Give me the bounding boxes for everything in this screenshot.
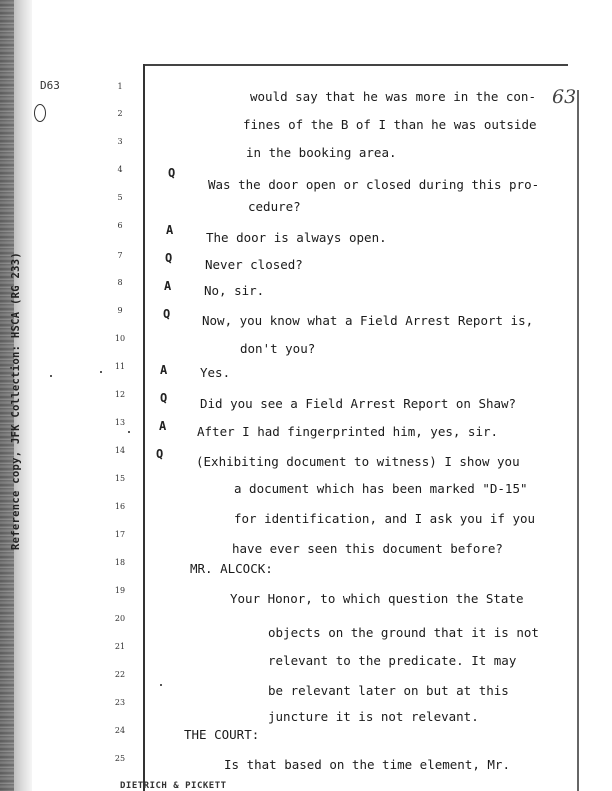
ink-speck [100,371,102,373]
transcript-line: No, sir. [204,283,265,298]
line-number: 21 [114,642,126,651]
archive-stamp: Reference copy, JFK Collection: HSCA (RG 233) [10,252,22,550]
line-number: 11 [114,362,126,371]
line-number: 8 [117,278,123,287]
ink-speck [160,684,162,686]
line-number: 12 [114,390,126,399]
answer-marker: A [166,223,174,237]
line-number: 5 [117,193,123,202]
transcript-line: MR. ALCOCK: [190,561,273,576]
answer-marker: A [159,419,167,433]
answer-marker: A [164,279,172,293]
transcript-line: juncture it is not relevant. [268,709,479,724]
frame-left-rule [143,64,145,791]
line-number: 23 [114,698,126,707]
transcript-line: objects on the ground that it is not [268,625,539,640]
line-number: 16 [114,502,126,511]
line-number: 13 [114,418,126,427]
transcript-line: be relevant later on but at this [268,683,509,698]
transcript-line: Did you see a Field Arrest Report on Shaw? [200,396,517,411]
question-marker: Q [156,447,164,461]
transcript-line: The door is always open. [206,230,387,245]
punch-hole-mark [34,104,46,122]
transcript-line: (Exhibiting document to witness) I show you [196,454,520,469]
line-number: 3 [117,137,123,146]
transcript-line: THE COURT: [184,727,260,742]
question-marker: Q [160,391,168,405]
transcript-line: for identification, and I ask you if you [234,511,536,526]
transcript-line: would say that he was more in the con- [250,89,536,104]
line-number: 14 [114,446,126,455]
transcript-line: Your Honor, to which question the State [230,591,524,606]
line-number: 17 [114,530,126,539]
transcript-line: a document which has been marked "D-15" [234,481,528,496]
transcript-line: have ever seen this document before? [232,541,503,556]
line-number: 20 [114,614,126,623]
page-number: 63 [552,86,577,108]
line-number: 10 [114,334,126,343]
transcript-line: don't you? [240,341,316,356]
line-number: 2 [117,109,123,118]
line-number: 7 [117,251,123,260]
transcript-line: After I had fingerprinted him, yes, sir. [197,424,499,439]
transcript-line: Was the door open or closed during this pro- [208,177,540,192]
line-number: 4 [117,165,123,174]
ink-speck [50,375,52,377]
line-number: 25 [114,754,126,763]
transcript-line: Now, you know what a Field Arrest Report is, [202,313,534,328]
transcript-line: Is that based on the time element, Mr. [224,757,510,772]
transcript-line: fines of the B of I than he was outside [243,117,537,132]
transcript-line: Never closed? [205,257,303,272]
ink-speck [128,431,130,433]
transcript-line: cedure? [248,199,301,214]
line-number: 6 [117,221,123,230]
transcript-line: Yes. [200,365,231,380]
question-marker: Q [168,166,176,180]
line-number: 1 [117,82,123,91]
transcript-line: relevant to the predicate. It may [268,653,517,668]
frame-right-rule [577,90,579,791]
transcript-line: in the booking area. [246,145,397,160]
line-number: 15 [114,474,126,483]
question-marker: Q [163,307,171,321]
question-marker: Q [165,251,173,265]
line-number: 24 [114,726,126,735]
frame-top-rule [143,64,568,66]
line-number: 19 [114,586,126,595]
answer-marker: A [160,363,168,377]
page-code: D63 [40,79,60,92]
line-number: 22 [114,670,126,679]
line-number: 9 [117,306,123,315]
line-number: 18 [114,558,126,567]
reporter-footer: DIETRICH & PICKETT [120,781,227,791]
